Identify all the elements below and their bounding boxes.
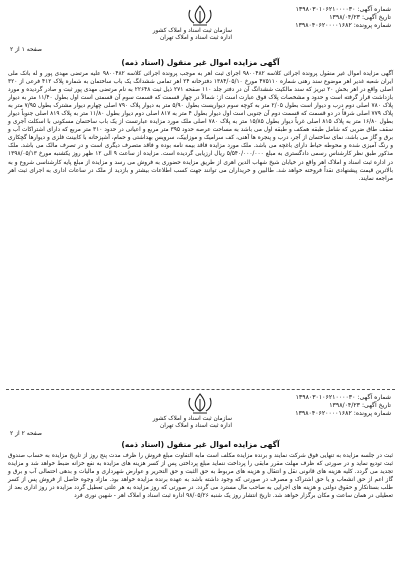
notice-body: ثبت در جلسه مزایده به تنهایی فوق شرکت نمایند و برنده مزایده مکلف است مابه التفاوت مبلغ فروش را ظرف مدت پنج روز از تاریخ مزایده به حساب صندوق ثبت تودیع نماید و در صورتی که ظرف مهلت مقرر مابقی را پرداخت ننماید مبلغ پرداختی پس از کسر هزینه های مزایده به نفع خزانه ضبط خواهد شد و مزایده تجدید می گردد. کلیه هزینه های قانونی نقل و انتقال و هزینه های مربوط به حق الثبت و حق التحریر و عوارض شهرداری و مالیات و بدهی احتمالی آب و برق و گاز اعم از حق انشعاب و یا حق اشتراک و مصرف در صورتی که وجود داشته باشد به عهده برنده مزایده خواهد بود. مازاد وجوه حاصل از فروش پس از کسر طلب بستانکار و حقوق دولتی و هزینه های اجرایی به صاحب مال مسترد می گردد. در صورتی که روز مزایده به هر علتی تعطیل گردد مزایده در روز اداری بعد از تعطیلی در همان ساعت و مکان برگزار خواهد شد. تاریخ انتشار روز یک شنبه ۹۸/۰۵/۲۶ اداره ثبت اسناد و املاک اهر - شهین نوری فرد xyxy=(8,453,393,500)
notice-title: آگهی مزایده اموال غیر منقول (اسناد ذمه) xyxy=(121,440,280,449)
meta-row-ad-date: تاریخ آگهی: ۱۳۹۸/۰۴/۲۳ xyxy=(329,14,391,22)
org-name: سازمان ثبت اسناد و املاک کشور xyxy=(152,28,232,34)
meta-row-case-number: شماره پرونده: ۱۳۹۸۰۴۰۶۲۰۰۰۰۱۶۸۲ xyxy=(295,410,391,418)
meta-row-case-number: شماره پرونده: ۱۳۹۸۰۴۰۶۲۰۰۰۰۱۶۸۲ xyxy=(295,22,391,30)
notice-meta xyxy=(295,394,391,419)
page-number: صفحه ۱ از ۲ xyxy=(10,46,42,53)
org-office: اداره ثبت اسناد و املاک تهران xyxy=(160,423,232,429)
emblem-icon xyxy=(183,392,217,416)
notice-meta xyxy=(295,6,391,31)
notice-second xyxy=(0,390,401,576)
meta-row-ad-date: تاریخ آگهی: ۱۳۹۸/۰۴/۲۳ xyxy=(329,402,391,410)
notice-title: آگهی مزایده اموال غیر منقول (اسناد ذمه) xyxy=(121,58,280,67)
emblem-icon xyxy=(183,4,217,28)
meta-row-ad-number: شماره آگهی: ۱۳۹۸۰۳۰۱۰۶۲۱۰۰۰۰۳۰ xyxy=(295,6,391,13)
organization-logo xyxy=(152,4,232,42)
org-name: سازمان ثبت اسناد و املاک کشور xyxy=(152,416,232,422)
page-number: صفحه ۲ از ۲ xyxy=(10,430,42,437)
notice-body: آگهی مزایده اموال غیر منقول پرونده اجرائی کلاسه ۹۸۰۰۴۸۲ اجرای ثبت اهر به موجب پرونده اجرائی کلاسه ۹۸۰۰۴۸۲ علیه مرتضی مهدی پور و له بانک ملی ایران شعبه غدیر اهر موضوع سند رهنی شماره ۴۷۵۱۱۰ مورخ ۱۳۸۴/۰۵/۱۰ دفترخانه ۲۴ اهر تمامی ششدانگ یک باب ساختمان به شماره پلاک ۴۱۲ فرعی از ۳۲۰ اصلی واقع در اهر بخش ۲۰ تبریز که سند مالکیت ششدانگ آن در دفتر جلد ۱۱۰ صفحه ۲۷۱ ذیل ثبت ۲۲۶۴۸ به نام مرتضی مهدی پور ثبت و صادر گردیده و مورد بازداشت قرار گرفته است و حدود و مشخصات پلاک فوق عبارت است از: شمالاً در چهار قسمت که قسمت سوم آن قسمتی است اول بطول ۱۱/۴۰ متر به دیوار پلاک ۷۸۰ اصلی دوم درب و دیوار است بطول ۲/۰۵ متر به کوچه سوم دیواریست بطول ۵/۹۰ متر به دیوار پلاک ۷۹۰ اصلی چهارم دیوار مشترک بطول ۷/۹۵ متر به پلاک ۷۷۹ اصلی شرقاً در دو قسمت که قسمت دوم آن جنوبی است اول دیوار بطول ۴ متر به ۸۱۷ اصلی دوم دیوار بطول ۱۱/۸۰ متر به پلاک ۸۱۹ اصلی جنوباً دیوار بطول ۱۶/۸۰ متر به پلاک ۸۱۵ اصلی غرباً دیوار بطول ۱۵/۸۵ متر به پلاک ۷۸۰ اصلی ملک مورد مزایده عبارتست از یک باب ساختمان مسکونی با اسکلت آجری و سقف طاق ضربی که شامل طبقه همکف و طبقه اول می باشد به مساحت عرصه حدود ۳۹۵ متر مربع و اعیانی در حدود ۳۱۰ متر مربع که دارای اشتراکات آب و برق و گاز می باشد، نمای ساختمان از آجر، درب و پنجره ها آهنی، کف سرامیک و موزاییک، سرویس بهداشتی و حمام، آشپزخانه با کابینت فلزی و دیوارها گچکاری و رنگ آمیزی شده و محوطه حیاط دارای باغچه می باشد. ملک مورد مزایده فاقد بیمه نامه بوده و فاقد متصرف دیگری است و در تصرف مالک می باشد. ملک مذکور طبق نظر کارشناس رسمی دادگستری به مبلغ ۵/۵۴۰/۰۰۰/۰۰۰ ریال ارزیابی گردیده است. مزایده از ساعت ۹ الی ۱۲ ظهر روز یکشنبه مورخ ۱۳۹۸/۰۵/۱۳ در اداره ثبت اسناد و املاک اهر واقع در خیابان شیخ شهاب الدین اهری از طریق مزایده حضوری به فروش می رسد و مزایده از مبلغ پایه کارشناسی شروع و به بالاترین قیمت پیشنهادی نقداً فروخته خواهد شد. طالبین و خریداران می توانند جهت کسب اطلاعات بیشتر و بازدید از ملک در ساعات اداری به اجرای ثبت اهر مراجعه نمایند. xyxy=(8,71,394,182)
organization-logo xyxy=(152,392,232,430)
meta-row-ad-number: شماره آگهی: ۱۳۹۸۰۳۰۱۰۶۲۱۰۰۰۰۳۰ xyxy=(295,394,391,401)
org-office: اداره ثبت اسناد و املاک تهران xyxy=(160,35,232,41)
